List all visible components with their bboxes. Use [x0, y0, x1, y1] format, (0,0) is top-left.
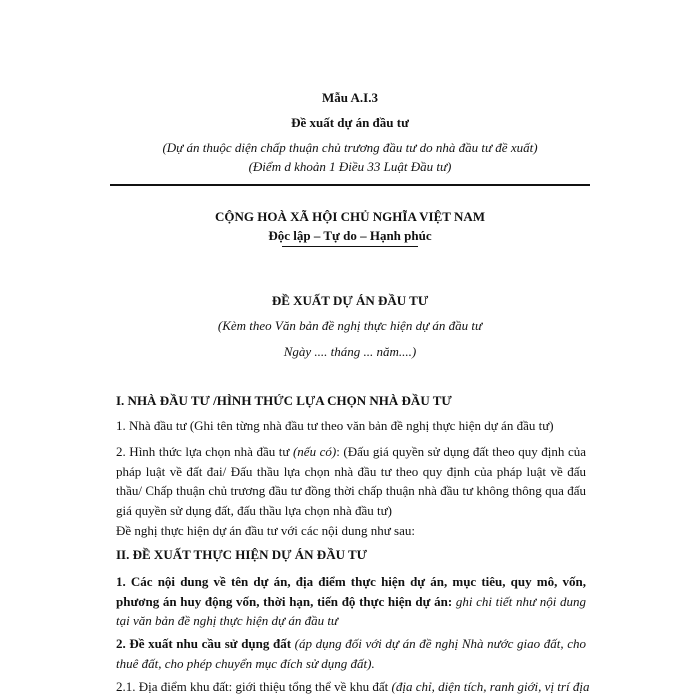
document-subtitle: (Kèm theo Văn bản đề nghị thực hiện dự án đầu tư [217, 318, 483, 333]
form-code: Mẫu A.I.3 [322, 90, 378, 105]
item-2-italic-note: (áp dụng đối với dự án đề nghị Nhà nước giao đất, cho thuê đất, cho phép chuyển mục đích sử dụng đất). [116, 636, 586, 671]
item-2-1-prefix: 2.1. Địa điểm khu đất: giới thiệu tổng thể về khu đất [116, 679, 392, 694]
section-2-item-2 [116, 634, 586, 673]
item-2-bold: 2. Đề xuất nhu cầu sử dụng đất [116, 636, 292, 651]
item-1-bold: 1. Các nội dung về tên dự án, địa điểm thực hiện dự án, mục tiêu, quy mô, vốn, phương án huy động vốn, thời hạn, tiến độ thực hiện dự án: [116, 574, 586, 609]
item-2-1-italic: (địa chỉ, diện tích, ranh giới, vị trí địa [391, 679, 590, 694]
item-2-prefix: 2. Hình thức lựa chọn nhà đầu tư [116, 444, 293, 459]
section-2-heading: II. ĐỀ XUẤT THỰC HIỆN DỰ ÁN ĐẦU TƯ [116, 547, 367, 562]
header-divider [110, 184, 590, 186]
document-title: ĐỀ XUẤT DỰ ÁN ĐẦU TƯ [271, 293, 429, 308]
form-note-2: (Điểm d khoản 1 Điều 33 Luật Đầu tư) [248, 159, 452, 174]
section-1-item-2 [116, 442, 586, 520]
section-2-item-2-1 [116, 677, 589, 696]
form-title: Đề xuất dự án đầu tư [291, 115, 409, 130]
item-1-italic: ghi chi tiết như nội dung tại văn bản đề nghị thực hiện dự án đầu tư [116, 593, 586, 628]
item-2-rest: : (Đấu giá quyền sử dụng đất theo quy định của pháp luật về đất đai/ Đấu thầu lựa chọn nhà đầu tư theo quy định của pháp luật về đấu thầu/ Chấp thuận chủ trương đầu tư đồng thời chấp thuận nhà đầu tư không thông qua đấu giá quyền sử dụng đất, đấu thầu lựa chọn nhà đầu tư) [116, 444, 586, 518]
national-motto: CỘNG HOÀ XÃ HỘI CHỦ NGHĨA VIỆT NAM [214, 209, 486, 224]
national-slogan: Độc lập – Tự do – Hạnh phúc [268, 228, 432, 243]
section-1-item-1: 1. Nhà đầu tư (Ghi tên từng nhà đầu tư theo văn bản đề nghị thực hiện dự án đầu tư) [116, 418, 554, 433]
item-2-italic: (nếu có) [292, 444, 337, 459]
document-date-line: Ngày .... tháng ... năm....) [283, 344, 417, 359]
slogan-underline [282, 246, 418, 247]
section-1-heading: I. NHÀ ĐẦU TƯ /HÌNH THỨC LỰA CHỌN NHÀ ĐẦU TƯ [116, 393, 452, 408]
form-note-1: (Dự án thuộc diện chấp thuận chủ trương đầu tư do nhà đầu tư đề xuất) [162, 140, 538, 155]
section-2-item-1 [116, 572, 586, 631]
proposal-line: Đề nghị thực hiện dự án đầu tư với các nội dung như sau: [116, 523, 415, 538]
